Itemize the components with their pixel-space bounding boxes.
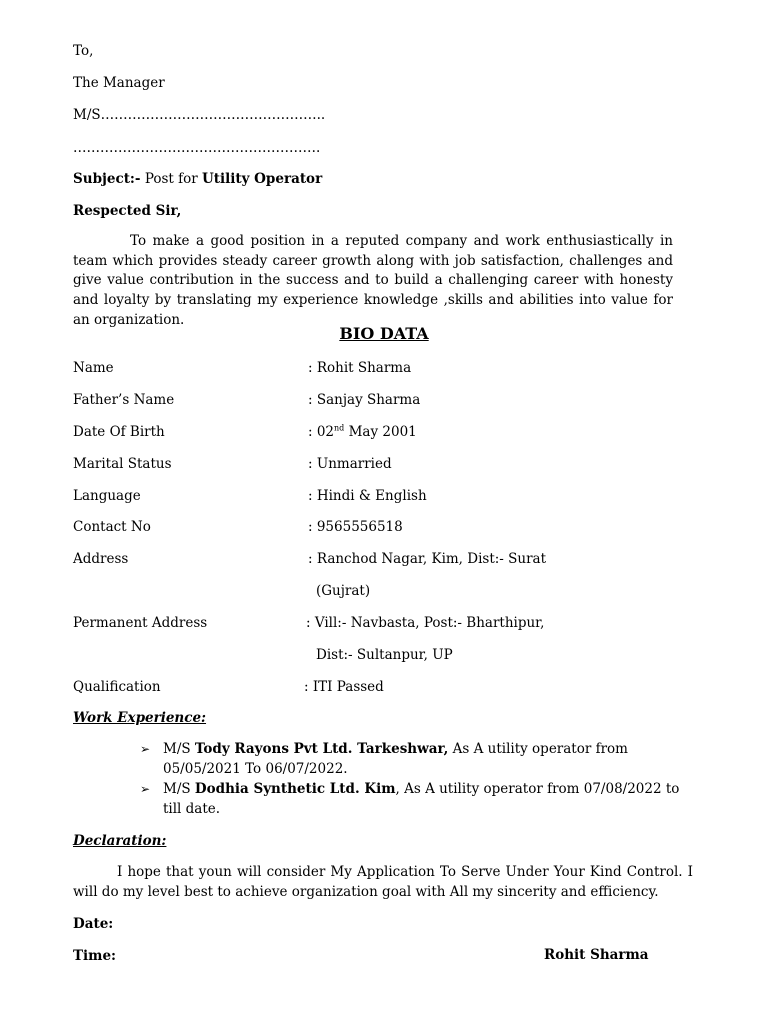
dob-label: Date Of Birth <box>73 424 165 440</box>
work-item <box>140 739 700 779</box>
bio-row-permanent-cont <box>73 646 713 664</box>
bio-row-permanent <box>73 614 713 632</box>
address-label: Address <box>73 551 129 567</box>
bio-row-language <box>73 487 713 505</box>
work-company: Dodhia Synthetic Ltd. Kim <box>194 781 396 797</box>
to-line: To, <box>73 43 94 59</box>
bio-row-marital <box>73 455 713 473</box>
objective-text: To make a good position in a reputed company and work enthusiastically in team which provides steady career growth along with job satisfaction, challenges and give value contribution in the success and to build a challenging career with honesty and loyalty by translating my experience knowledge ,skills and abilities into value for an organization. <box>73 233 673 328</box>
objective-paragraph <box>73 232 673 331</box>
address-dots-line: ………………………………………………. <box>73 140 321 156</box>
work-experience-heading: Work Experience: <box>73 710 207 726</box>
contact-value: : 9565556518 <box>308 519 403 535</box>
date-label: Date: <box>73 916 114 932</box>
work-company: Tody Rayons Pvt Ltd. Tarkeshwar, <box>194 741 449 757</box>
salutation: Respected Sir, <box>73 203 182 219</box>
qualification-value: : ITI Passed <box>304 679 384 695</box>
father-value: : Sanjay Sharma <box>308 392 421 408</box>
work-item <box>140 779 700 819</box>
contact-label: Contact No <box>73 519 151 535</box>
addressee: The Manager <box>73 75 165 91</box>
permanent-address-value: : Vill:- Navbasta, Post:- Bharthipur, <box>306 615 545 631</box>
dob-value: : 02nd May 2001 <box>308 423 417 440</box>
declaration-paragraph <box>73 862 693 902</box>
subject-label: Subject:- <box>73 171 141 187</box>
bio-row-contact <box>73 518 713 536</box>
marital-label: Marital Status <box>73 456 172 472</box>
bio-row-name <box>73 359 713 377</box>
permanent-address-continuation: Dist:- Sultanpur, UP <box>316 647 453 663</box>
bio-row-qualification <box>73 678 713 696</box>
work-item-text: M/S Tody Rayons Pvt Ltd. Tarkeshwar, As A utility operator from 05/05/2021 To 06/07/2022. <box>163 741 628 777</box>
subject-line <box>73 170 322 188</box>
subject-text: Post for <box>140 171 202 187</box>
dob-superscript: nd <box>334 423 345 433</box>
declaration-heading: Declaration: <box>73 833 167 849</box>
qualification-label: Qualification <box>73 679 161 695</box>
company-line: M/S………………………………………….. <box>73 107 326 123</box>
work-item-text: M/S Dodhia Synthetic Ltd. Kim, As A utility operator from 07/08/2022 to till date. <box>163 781 680 817</box>
father-label: Father’s Name <box>73 392 175 408</box>
address-continuation: (Gujrat) <box>316 583 371 599</box>
bio-data-title: BIO DATA <box>339 324 429 343</box>
declaration-text: I hope that youn will consider My Application To Serve Under Your Kind Control. I will do my level best to achieve organization goal with All my sincerity and efficiency. <box>73 864 693 900</box>
arrow-bullet-icon: ➢ <box>140 782 151 796</box>
signature-name: Rohit Sharma <box>544 947 649 963</box>
marital-value: : Unmarried <box>308 456 392 472</box>
time-label: Time: <box>73 948 117 964</box>
name-value: : Rohit Sharma <box>308 360 412 376</box>
bio-row-father <box>73 391 713 409</box>
bio-row-dob <box>73 423 713 441</box>
bio-row-address-cont <box>73 582 713 600</box>
address-value: : Ranchod Nagar, Kim, Dist:- Surat <box>308 551 547 567</box>
arrow-bullet-icon: ➢ <box>140 742 151 756</box>
name-label: Name <box>73 360 114 376</box>
permanent-address-label: Permanent Address <box>73 615 208 631</box>
subject-role: Utility Operator <box>202 171 323 187</box>
language-value: : Hindi & English <box>308 488 427 504</box>
language-label: Language <box>73 488 141 504</box>
bio-row-address <box>73 550 713 568</box>
